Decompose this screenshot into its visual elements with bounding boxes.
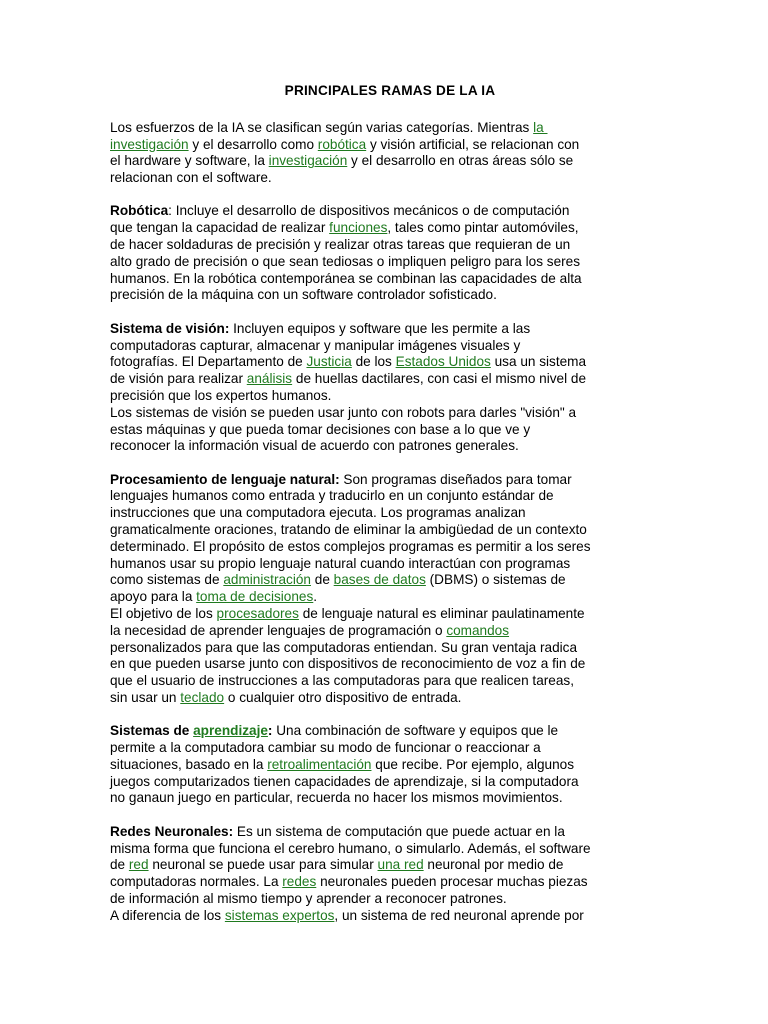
bold-heading-text: Sistemas de [110,723,194,739]
text-line [110,673,670,690]
hyperlink[interactable]: investigación [268,153,348,169]
text-run: de [310,572,334,588]
text-run: no ganaun juego en particular, recuerda no hacer los mismos movimientos. [110,790,563,806]
text-run: de los [351,354,396,370]
text-run: Incluyen equipos y software que les permite a las [229,320,531,336]
paragraph [110,321,670,455]
text-line [110,522,670,539]
hyperlink[interactable]: una red [377,857,424,873]
text-run: de visión para realizar [110,371,247,387]
text-run: situaciones, basado en la [110,756,268,772]
text-run: juegos computarizados tienen capacidades de aprendizaje, si la computadora [110,773,579,789]
hyperlink[interactable]: robótica [317,136,367,152]
text-run: instrucciones que una computadora ejecuta. Los programas analizan [110,505,526,521]
text-run: Es un sistema de computación que puede actuar en la [233,823,565,839]
text-run: usa un sistema [490,354,587,370]
text-run: que recibe. Por ejemplo, algunos [371,756,575,772]
bold-heading-text: Sistema de visión: [110,320,230,336]
text-run: Una combinación de software y equipos que le [272,723,559,739]
text-run: que el usuario de instrucciones a las computadoras para que realicen tareas, [110,673,574,689]
hyperlink[interactable]: comandos [446,622,510,638]
text-line [110,321,670,338]
hyperlink[interactable]: la [533,119,548,135]
hyperlink[interactable]: bases de datos [333,572,426,588]
paragraph [110,203,670,304]
text-line [110,841,670,858]
text-run: , tales como pintar automóviles, [387,220,579,236]
text-run: . [313,589,318,605]
text-line [110,824,670,841]
text-run: de huellas dactilares, con casi el mismo nivel de [292,371,587,387]
bold-heading-text: : [267,723,273,739]
text-run: como sistemas de [110,572,224,588]
text-run: fotografías. El Departamento de [110,354,307,370]
bold-heading-text: Procesamiento de lenguaje natural: [110,471,340,487]
text-run: sin usar un [110,690,181,705]
text-run: : Incluye el desarrollo de dispositivos mecánicos o de computación [168,203,570,219]
text-run: Los esfuerzos de la IA se clasifican según varias categorías. Mientras [110,119,534,135]
text-line [110,774,670,791]
text-run: , un sistema de red neuronal aprende por [334,907,584,923]
text-line [110,572,670,589]
text-line [110,740,670,757]
text-line [110,371,670,388]
text-run: personalizados para que las computadoras entiendan. Su gran ventaja radica [110,639,578,655]
text-run: humanos. En la robótica contemporánea se combinan las capacidades de alta [110,270,582,286]
page-title: PRINCIPALES RAMAS DE LA IA [284,83,496,98]
text-line [110,606,670,623]
hyperlink[interactable]: retroalimentación [267,756,372,772]
text-line [110,137,670,154]
paragraph [110,824,670,925]
text-line [110,874,670,891]
text-run: computadoras capturar, almacenar y manipular imágenes visuales y [110,337,521,353]
text-run: A diferencia de los [110,907,225,923]
text-line [110,338,670,355]
hyperlink[interactable]: Estados Unidos [395,354,491,370]
text-run: alto grado de precisión o que sean tediosas o impliquen peligro para los seres [110,253,581,269]
text-run: estas máquinas y que pueda tomar decisiones con base a lo que ve y [110,421,531,437]
text-run: reconocer la información visual de acuerdo con patrones generales. [110,438,519,454]
text-run: apoyo para la [110,589,197,605]
hyperlink[interactable]: teclado [180,690,225,705]
text-line [110,153,670,170]
text-line [110,220,670,237]
text-line [110,656,670,673]
text-line [110,723,670,740]
text-line [110,757,670,774]
text-run: relacionan con el software. [110,170,272,186]
text-run: neuronal por medio de [423,857,564,873]
text-run: y el desarrollo como [188,136,318,152]
text-run: misma forma que funciona el cerebro humano, o simularlo. Además, el software [110,840,591,856]
paragraph [110,723,670,807]
text-line [110,254,670,271]
text-run: y el desarrollo en otras áreas sólo se [347,153,574,169]
text-run: Los sistemas de visión se pueden usar junto con robots para darles "visión" a [110,404,577,420]
document-body [110,120,670,925]
text-line [110,556,670,573]
text-run: y visión artificial, se relacionan con [366,136,580,152]
text-run: o cualquier otro dispositivo de entrada. [224,690,462,705]
text-line [110,354,670,371]
text-run: El objetivo de los [110,606,217,622]
paragraph [110,120,670,187]
text-run: de lenguaje natural es eliminar paulatinamente [298,606,585,622]
text-line [110,857,670,874]
text-run: computadoras normales. La [110,874,283,890]
hyperlink[interactable]: administración [223,572,311,588]
text-line [110,505,670,522]
text-run: la necesidad de aprender lenguajes de programación o [110,622,447,638]
text-run: de información al mismo tiempo y aprender a reconocer patrones. [110,890,507,906]
text-line [110,422,670,439]
hyperlink[interactable]: procesadores [216,606,299,622]
text-line [110,271,670,288]
text-run: de [110,857,129,873]
text-line [110,488,670,505]
bold-heading-text: Robótica [110,203,169,219]
hyperlink[interactable]: análisis [246,371,293,387]
text-run: el hardware y software, la [110,153,269,169]
text-run: determinado. El propósito de estos complejos programas es permitir a los seres [110,538,591,554]
text-run: en que pueden usarse junto con dispositivos de reconocimiento de voz a fin de [110,656,586,672]
text-line [110,287,670,304]
text-run: lenguajes humanos como entrada y traducirlo en un conjunto estándar de [110,488,554,504]
hyperlink[interactable]: Justicia [306,354,352,370]
hyperlink[interactable]: redes [282,874,317,890]
text-line [110,623,670,640]
text-run: permite a la computadora cambiar su modo de funcionar o reaccionar a [110,740,541,756]
text-line [110,640,670,657]
text-line [110,438,670,455]
paragraph [110,472,670,707]
text-line [110,908,670,925]
hyperlink[interactable]: toma de decisiones [196,589,314,605]
text-run: neuronales pueden procesar muchas piezas [316,874,588,890]
text-line [110,589,670,606]
text-line [110,237,670,254]
text-line [110,690,670,707]
hyperlink[interactable]: funciones [329,220,388,236]
text-line [110,203,670,220]
text-line [110,472,670,489]
text-run: que tengan la capacidad de realizar [110,220,330,236]
hyperlink[interactable]: red [128,857,149,873]
hyperlink[interactable]: investigación [110,136,189,152]
text-run: precisión de la máquina con un software controlador sofisticado. [110,287,497,303]
text-run: (DBMS) o sistemas de [425,572,566,588]
text-run: Son programas diseñados para tomar [339,471,572,487]
text-run: neuronal se puede usar para simular [148,857,378,873]
text-line [110,405,670,422]
hyperlink[interactable]: aprendizaje [193,723,268,739]
text-line [110,120,670,137]
text-run: precisión que los expertos humanos. [110,387,332,403]
text-line [110,539,670,556]
text-line [110,891,670,908]
document-page [110,83,670,941]
text-run: humanos usar su propio lenguaje natural cuando interactúan con programas [110,555,571,571]
text-line [110,790,670,807]
text-run: de hacer soldaduras de precisión y realizar otras tareas que requieran de un [110,237,571,253]
hyperlink[interactable]: sistemas expertos [224,907,335,923]
text-line [110,170,670,187]
bold-heading-text: Redes Neuronales: [110,823,234,839]
text-run: gramaticalmente oraciones, tratando de eliminar la ambigüedad de un contexto [110,522,587,538]
text-line [110,388,670,405]
